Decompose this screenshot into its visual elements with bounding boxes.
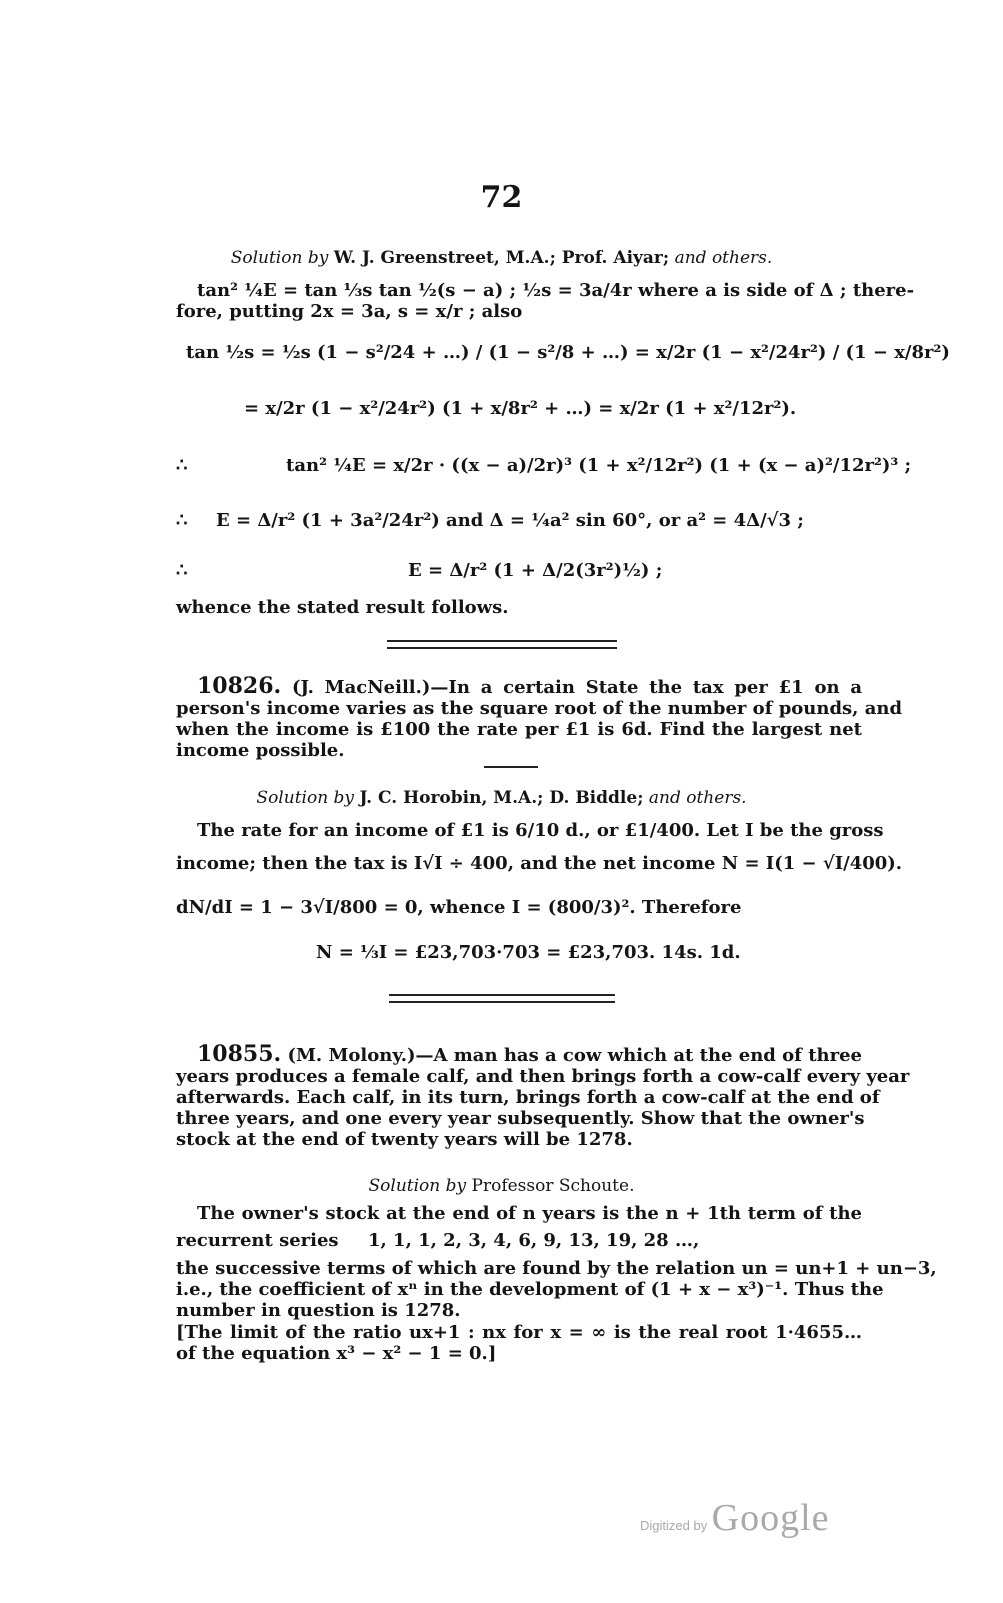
question-10826-line-2: person's income varies as the square root of the number of pounds, and	[176, 698, 903, 719]
sol3-line-4: i.e., the coefficient of xⁿ in the development of (1 + x − x³)⁻¹. Thus the	[176, 1279, 884, 1300]
question-number: 10826.	[197, 673, 282, 699]
sol3-line-7: of the equation x³ − x² − 1 = 0.]	[176, 1343, 497, 1364]
solution-byline-2	[0, 788, 1003, 808]
equation-4: E = Δ/r² (1 + 3a²/24r²) and Δ = ¼a² sin 60°, or a² = 4Δ/√3 ;	[216, 510, 804, 531]
question-10855-line-2: years produces a female calf, and then brings forth a cow-calf every year	[176, 1066, 910, 1087]
question-10826-line-1	[197, 673, 862, 699]
question-10826-line-3: when the income is £100 the rate per £1 is 6d. Find the largest net	[176, 719, 862, 740]
solution-byline-1	[0, 248, 1003, 268]
short-rule	[484, 766, 538, 768]
watermark-small-text: Digitized by	[640, 1518, 708, 1533]
sol2-result: N = ⅓I = £23,703·703 = £23,703. 14s. 1d.	[316, 942, 741, 963]
sol2-line-1: The rate for an income of £1 is 6/10 d., or £1/400. Let I be the gross	[197, 820, 884, 841]
byline-names: Professor Schoute.	[471, 1176, 635, 1196]
sol1-line-1: tan² ¼E = tan ⅓s tan ½(s − a) ; ½s = 3a/4r where a is side of Δ ; there-	[197, 280, 915, 301]
sol3-line-2-label: recurrent series	[176, 1230, 339, 1251]
question-number: 10855.	[197, 1041, 282, 1067]
byline-tail: and others.	[669, 248, 773, 268]
question-10855-line-1	[197, 1041, 862, 1067]
equation-2: = x/2r (1 − x²/24r²) (1 + x/8r² + …) = x/2r (1 + x²/12r²).	[244, 398, 797, 419]
sol3-line-3: the successive terms of which are found by the relation un = un+1 + un−3,	[176, 1258, 937, 1279]
byline-lead: Solution by	[230, 248, 334, 268]
solution-byline-3	[0, 1176, 1003, 1196]
equation-3: tan² ¼E = x/2r · ((x − a)/2r)³ (1 + x²/12r²) (1 + (x − a)²/12r²)³ ;	[286, 455, 912, 476]
equation-5-therefore: ∴	[176, 560, 188, 581]
question-text: (J. MacNeill.)—In a certain State the tax per £1 on a	[291, 677, 862, 698]
question-10855-line-4: three years, and one every year subsequently. Show that the owner's	[176, 1108, 865, 1129]
byline-lead: Solution by	[256, 788, 360, 808]
equation-3-therefore: ∴	[176, 455, 188, 476]
question-10826-line-4: income possible.	[176, 740, 345, 761]
page-number: 72	[480, 180, 523, 215]
recurrent-series: 1, 1, 1, 2, 3, 4, 6, 9, 13, 19, 28 …,	[368, 1230, 700, 1251]
sol3-line-5: number in question is 1278.	[176, 1300, 461, 1321]
byline-lead: Solution by	[368, 1176, 472, 1196]
equation-1: tan ½s = ½s (1 − s²/24 + …) / (1 − s²/8 + …) = x/2r (1 − x²/24r²) / (1 − x/8r²)	[186, 342, 950, 363]
sol1-line-2: fore, putting 2x = 3a, s = x/r ; also	[176, 301, 523, 322]
double-rule-2	[0, 994, 1003, 1003]
sol3-line-1: The owner's stock at the end of n years is the n + 1th term of the	[197, 1203, 862, 1224]
question-10855-line-5: stock at the end of twenty years will be 1278.	[176, 1129, 633, 1150]
google-logo-text: Google	[711, 1497, 830, 1539]
sol2-line-2: income; then the tax is I√I ÷ 400, and the net income N = I(1 − √I/400).	[176, 853, 903, 874]
byline-tail: and others.	[643, 788, 747, 808]
equation-5: E = Δ/r² (1 + Δ/2(3r²)½) ;	[408, 560, 663, 581]
digitized-watermark	[640, 1496, 830, 1540]
sol1-conclusion: whence the stated result follows.	[176, 597, 509, 618]
sol3-line-6: [The limit of the ratio ux+1 : nx for x = ∞ is the real root 1·4655…	[176, 1322, 862, 1343]
question-10855-line-3: afterwards. Each calf, in its turn, brings forth a cow-calf at the end of	[176, 1087, 880, 1108]
sol2-line-3: dN/dI = 1 − 3√I/800 = 0, whence I = (800/3)². Therefore	[176, 897, 742, 918]
equation-4-therefore: ∴	[176, 510, 188, 531]
byline-names: W. J. Greenstreet, M.A.; Prof. Aiyar;	[333, 248, 670, 268]
question-text: (M. Molony.)—A man has a cow which at the end of three	[287, 1045, 862, 1066]
byline-names: J. C. Horobin, M.A.; D. Biddle;	[359, 788, 644, 808]
double-rule-1	[0, 640, 1003, 649]
